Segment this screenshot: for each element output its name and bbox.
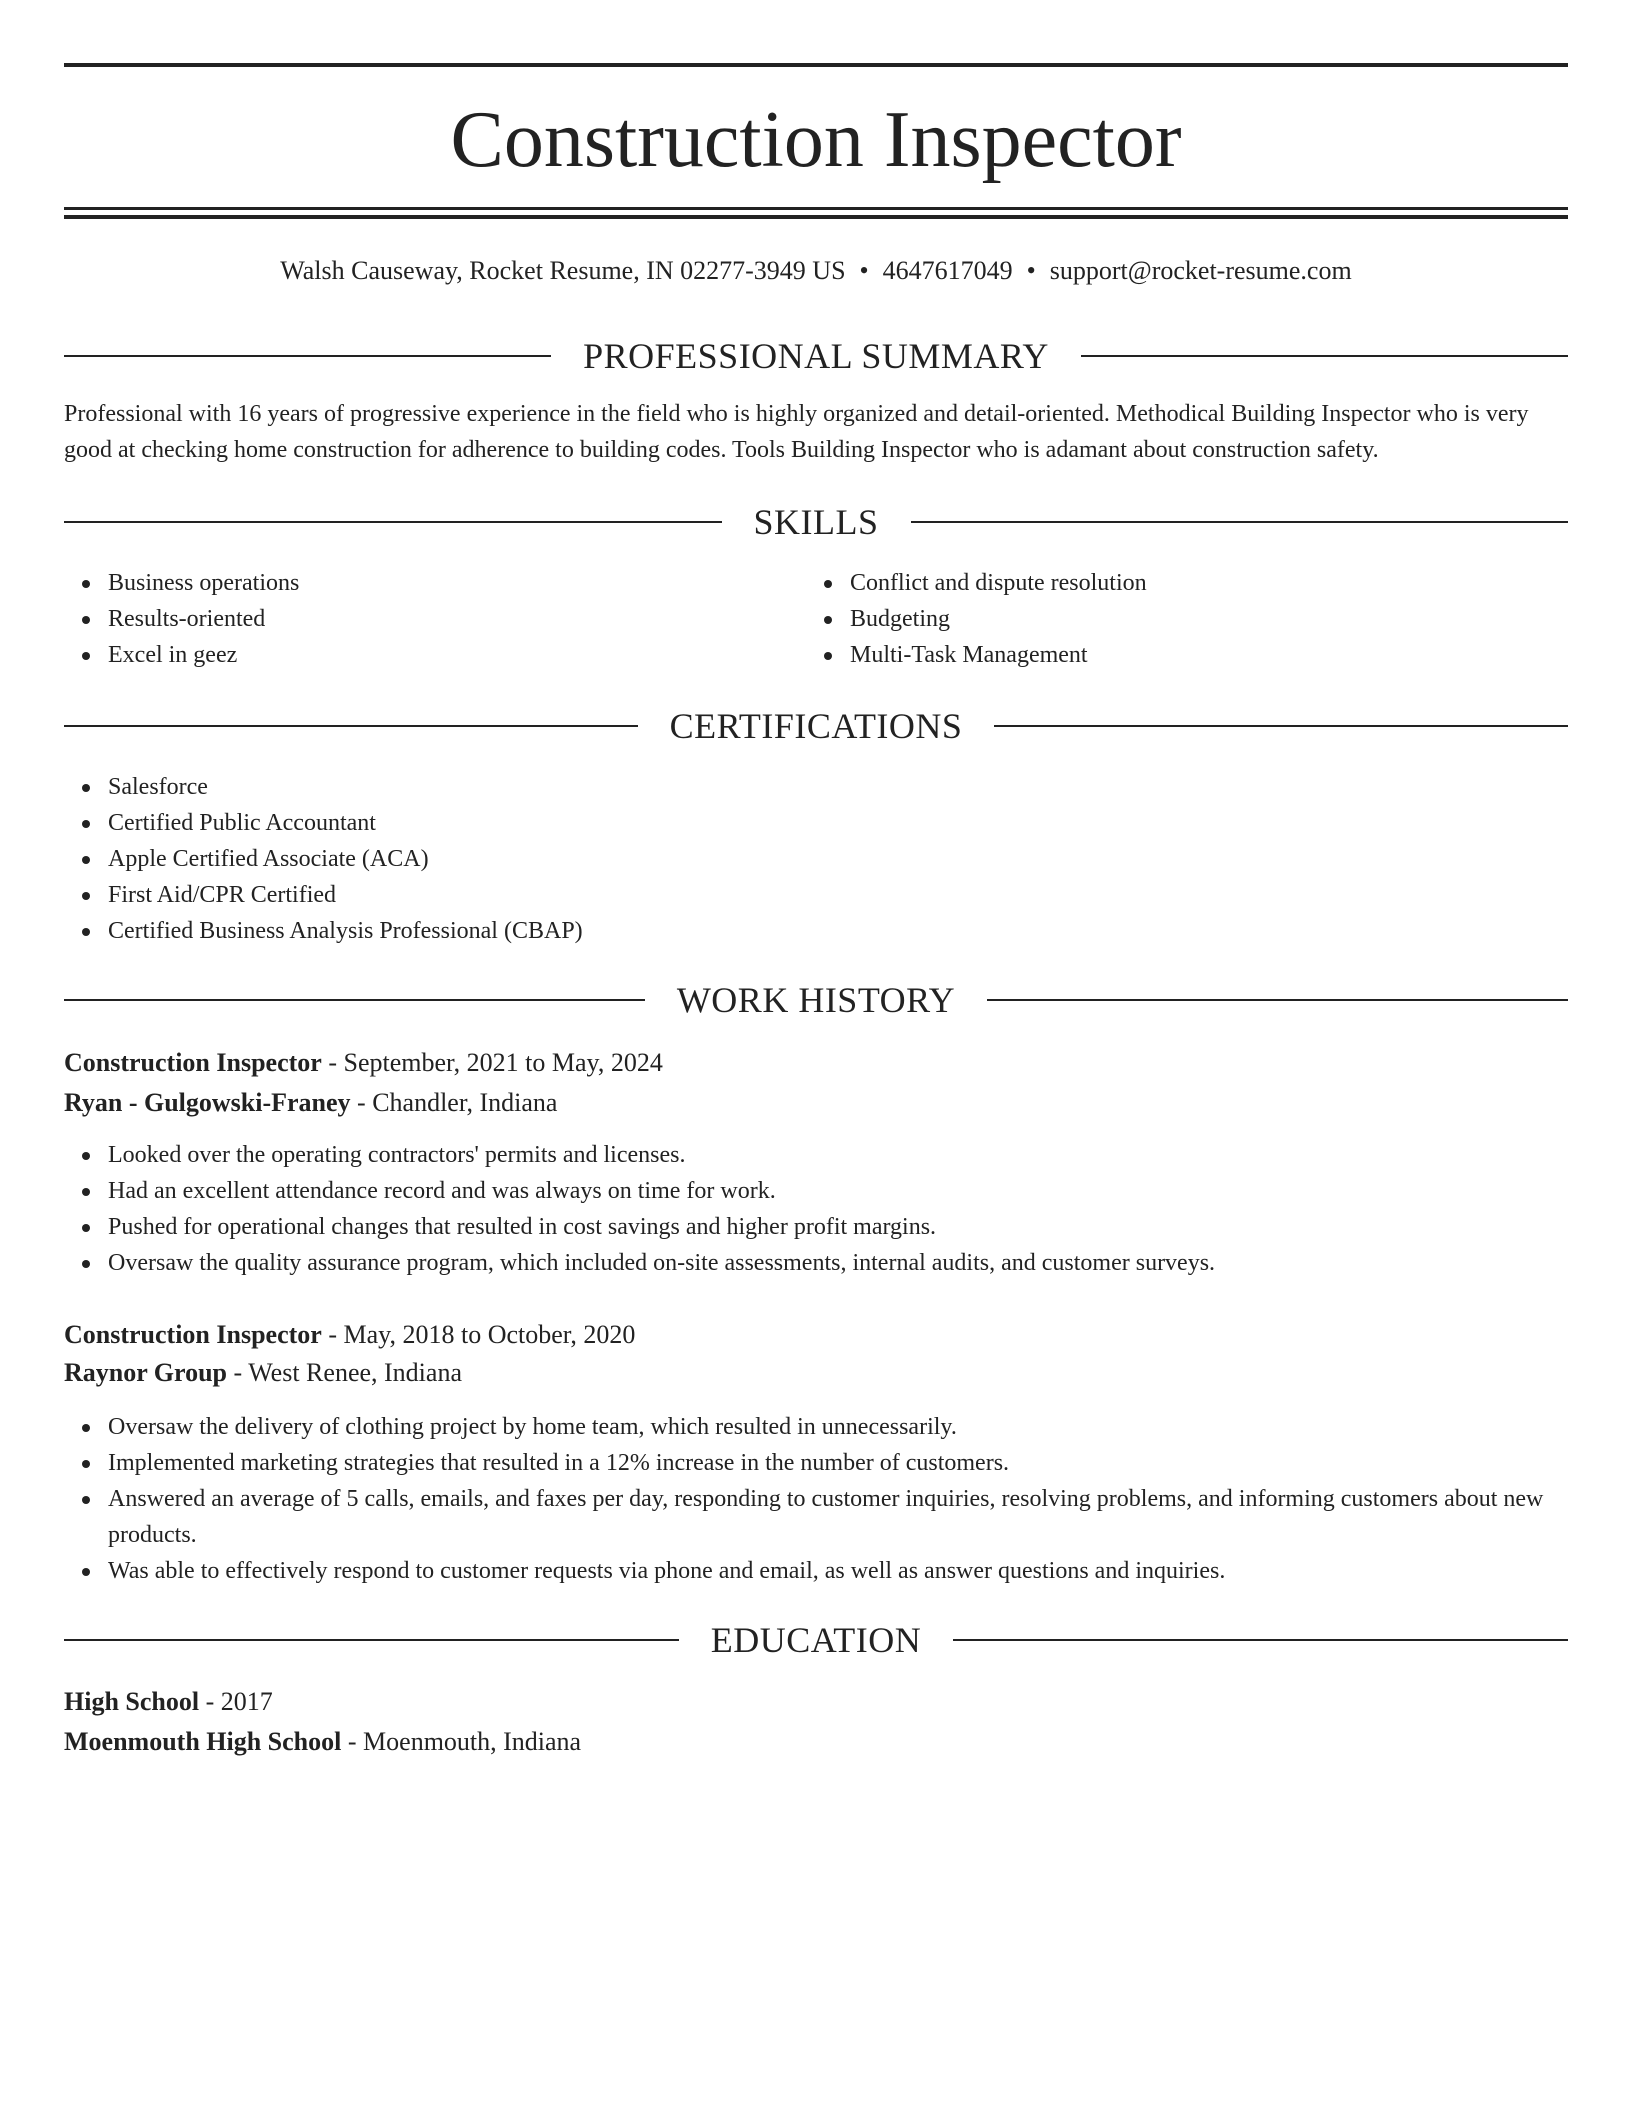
education-degree-line xyxy=(64,1682,1568,1722)
summary-heading xyxy=(64,334,1568,378)
job-company-line xyxy=(64,1083,1568,1123)
job-bullet: Answered an average of 5 calls, emails, and faxes per day, responding to customer inquiries, resolving problems, and informing customers about new products. xyxy=(108,1481,1568,1553)
job-bullet: Oversaw the quality assurance program, which included on-site assessments, internal audits, and customer surveys. xyxy=(108,1245,1568,1281)
summary-text: Professional with 16 years of progressive experience in the field who is highly organized and detail-oriented. Methodical Building Inspector who is very good at checking home construction for adherence to building codes. Tools Building Inspector who is adamant about construction safety. xyxy=(64,401,1529,463)
heading-rule-left xyxy=(64,999,645,1001)
job-bullets xyxy=(64,1137,1568,1281)
skills-heading-label: SKILLS xyxy=(753,502,879,542)
contact-separator: • xyxy=(1026,256,1036,285)
title-rule-lower xyxy=(64,215,1568,219)
job-bullet: Had an excellent attendance record and was always on time for work. xyxy=(108,1173,1568,1209)
skill-item: Results-oriented xyxy=(108,601,808,637)
skill-item: Budgeting xyxy=(850,601,1550,637)
skill-item: Excel in geez xyxy=(108,637,808,673)
job-title: Construction Inspector xyxy=(64,1048,322,1077)
job-location: - Chandler, Indiana xyxy=(357,1088,558,1117)
job-title-line xyxy=(64,1315,1568,1355)
job-dates: - September, 2021 to May, 2024 xyxy=(328,1048,663,1077)
job-bullet: Was able to effectively respond to customer requests via phone and email, as well as answer questions and inquiries. xyxy=(108,1553,1568,1589)
job-bullet: Looked over the operating contractors' permits and licenses. xyxy=(108,1137,1568,1173)
heading-rule-right xyxy=(911,521,1569,523)
certification-item: Certified Business Analysis Professional (CBAP) xyxy=(108,913,1568,949)
education-heading xyxy=(64,1618,1568,1662)
heading-rule-left xyxy=(64,355,551,357)
certification-item: Certified Public Accountant xyxy=(108,805,1568,841)
certifications-heading-label: CERTIFICATIONS xyxy=(669,706,963,746)
skill-item: Multi-Task Management xyxy=(850,637,1550,673)
job-company-line xyxy=(64,1353,1568,1393)
heading-rule-right xyxy=(994,725,1568,727)
contact-address: Walsh Causeway, Rocket Resume, IN 02277-3949 US xyxy=(280,256,846,285)
top-rule xyxy=(64,63,1568,67)
contact-phone: 4647617049 xyxy=(882,256,1013,285)
job-title-line xyxy=(64,1043,1568,1083)
title-rule-upper xyxy=(64,207,1568,210)
certification-item: Salesforce xyxy=(108,769,1568,805)
education-year: - 2017 xyxy=(205,1687,273,1716)
heading-rule-left xyxy=(64,725,638,727)
resume-title: Construction Inspector xyxy=(450,96,1182,184)
job-bullets xyxy=(64,1409,1568,1589)
certification-item: Apple Certified Associate (ACA) xyxy=(108,841,1568,877)
education-degree: High School xyxy=(64,1687,200,1716)
job-location: - West Renee, Indiana xyxy=(233,1358,462,1387)
work-history-heading-label: WORK HISTORY xyxy=(676,980,956,1020)
skills-list-right xyxy=(806,565,1550,673)
job-company: Ryan - Gulgowski-Franey xyxy=(64,1088,351,1117)
heading-rule-left xyxy=(64,521,722,523)
skill-item: Conflict and dispute resolution xyxy=(850,565,1550,601)
certifications-heading xyxy=(64,704,1568,748)
education-school-line xyxy=(64,1722,1568,1762)
skills-list-left xyxy=(64,565,808,673)
heading-rule-right xyxy=(1081,355,1568,357)
certification-item: First Aid/CPR Certified xyxy=(108,877,1568,913)
education-location: - Moenmouth, Indiana xyxy=(347,1727,582,1756)
contact-line xyxy=(64,253,1568,289)
contact-email: support@rocket-resume.com xyxy=(1049,256,1352,285)
skills-heading xyxy=(64,500,1568,544)
certifications-list xyxy=(64,769,1568,949)
education-heading-label: EDUCATION xyxy=(710,1620,922,1660)
education-school: Moenmouth High School xyxy=(64,1727,342,1756)
heading-rule-right xyxy=(987,999,1568,1001)
skill-item: Business operations xyxy=(108,565,808,601)
job-dates: - May, 2018 to October, 2020 xyxy=(328,1320,636,1349)
job-bullet: Implemented marketing strategies that resulted in a 12% increase in the number of customers. xyxy=(108,1445,1568,1481)
work-history-heading xyxy=(64,978,1568,1022)
summary-heading-label: PROFESSIONAL SUMMARY xyxy=(583,336,1049,376)
heading-rule-left xyxy=(64,1639,679,1641)
job-title: Construction Inspector xyxy=(64,1320,322,1349)
contact-separator: • xyxy=(859,256,869,285)
job-company: Raynor Group xyxy=(64,1358,228,1387)
job-bullet: Pushed for operational changes that resulted in cost savings and higher profit margins. xyxy=(108,1209,1568,1245)
job-bullet: Oversaw the delivery of clothing project by home team, which resulted in unnecessarily. xyxy=(108,1409,1568,1445)
heading-rule-right xyxy=(953,1639,1568,1641)
